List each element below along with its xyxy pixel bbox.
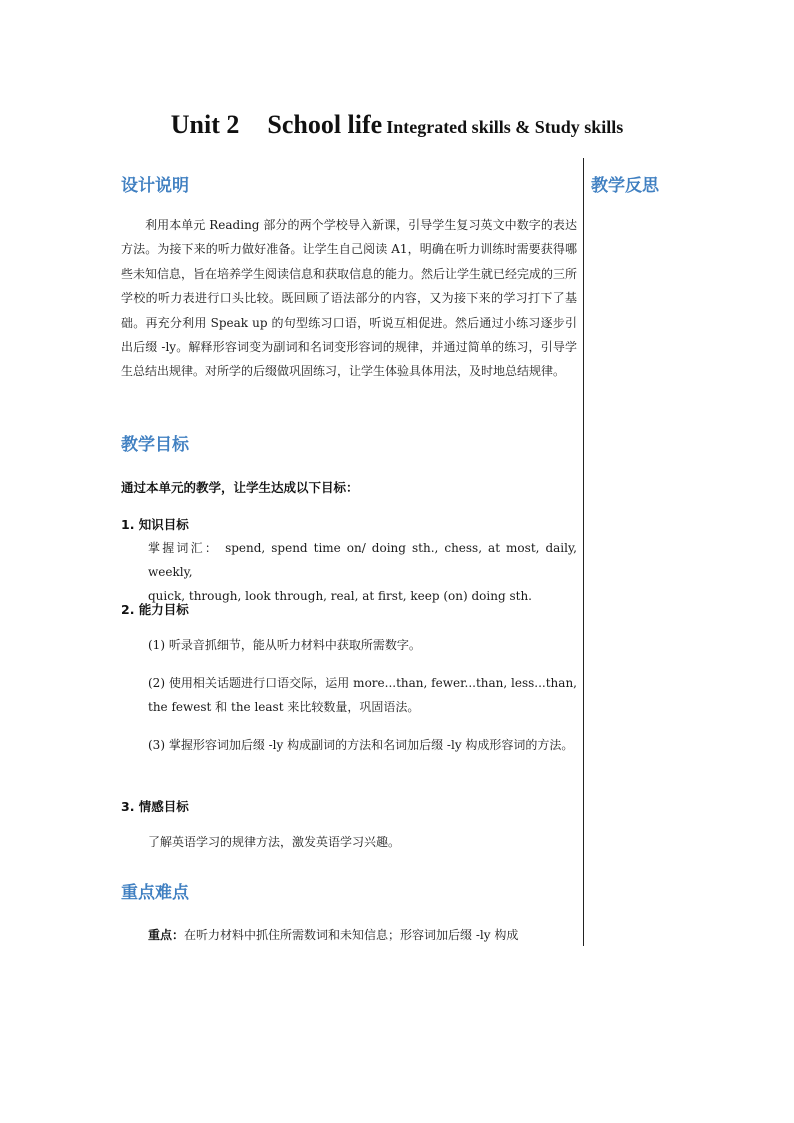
document-title [0, 110, 794, 140]
ability-label: 2. 能力目标 [121, 602, 189, 617]
ability-item-3: (3) 掌握形容词加后缀 -ly 构成副词的方法和名词加后缀 -ly 构成形容词的方法。 [148, 738, 574, 752]
key-points-label: 重点： [148, 928, 185, 942]
design-heading: 设计说明 [121, 176, 189, 196]
reflection-heading: 教学反思 [591, 176, 659, 196]
goals-heading: 教学目标 [121, 435, 189, 455]
title-unit: Unit 2 [170, 110, 240, 139]
knowledge-line-1: 掌握词汇： spend, spend time on/ doing sth., chess, at most, daily, weekly, [148, 541, 577, 579]
knowledge-line-2: quick, through, look through, real, at first, keep (on) doing sth. [148, 589, 532, 603]
ability-item-2: (2) 使用相关话题进行口语交际，运用 more...than, fewer...than, less...than, the fewest 和 the least 来比较数量，巩固语法。 [148, 676, 577, 714]
key-points-line [148, 923, 577, 947]
title-name: School life [267, 110, 383, 139]
knowledge-text [148, 536, 577, 608]
title-subtitle: Integrated skills & Study skills [386, 117, 624, 137]
key-points-heading: 重点难点 [121, 883, 189, 903]
ability-item-1: (1) 听录音抓细节，能从听力材料中获取所需数字。 [148, 638, 421, 652]
emotion-label: 3. 情感目标 [121, 799, 189, 814]
design-paragraph [121, 213, 577, 384]
column-divider [583, 158, 584, 946]
design-text: 利用本单元 Reading 部分的两个学校导入新课，引导学生复习英文中数字的表达方法。为接下来的听力做好准备。让学生自己阅读 A1，明确在听力训练时需要获得哪些未知信息，旨在培养学生阅读信息和获取信息的能力。然后让学生就已经完成的三所学校的听力表进行口头比较。既回顾了语法部分的内容，又为接下来的学习打下了基础。再充分利用 Speak up 的句型练习口语，听说互相促进。然后通过小练习逐步引出后缀 -ly。解释形容词变为副词和名词变形容词的规律，并通过简单的练习，引导学生总结出规律。对所学的后缀做巩固练习，让学生体验具体用法，及时地总结规律。 [121, 218, 578, 379]
goals-lead: 通过本单元的教学，让学生达成以下目标： [121, 480, 359, 495]
emotion-text: 了解英语学习的规律方法，激发英语学习兴趣。 [148, 835, 401, 849]
knowledge-label: 1. 知识目标 [121, 517, 189, 532]
key-points-text: 在听力材料中抓住所需数词和未知信息；形容词加后缀 -ly 构成 [184, 928, 519, 942]
